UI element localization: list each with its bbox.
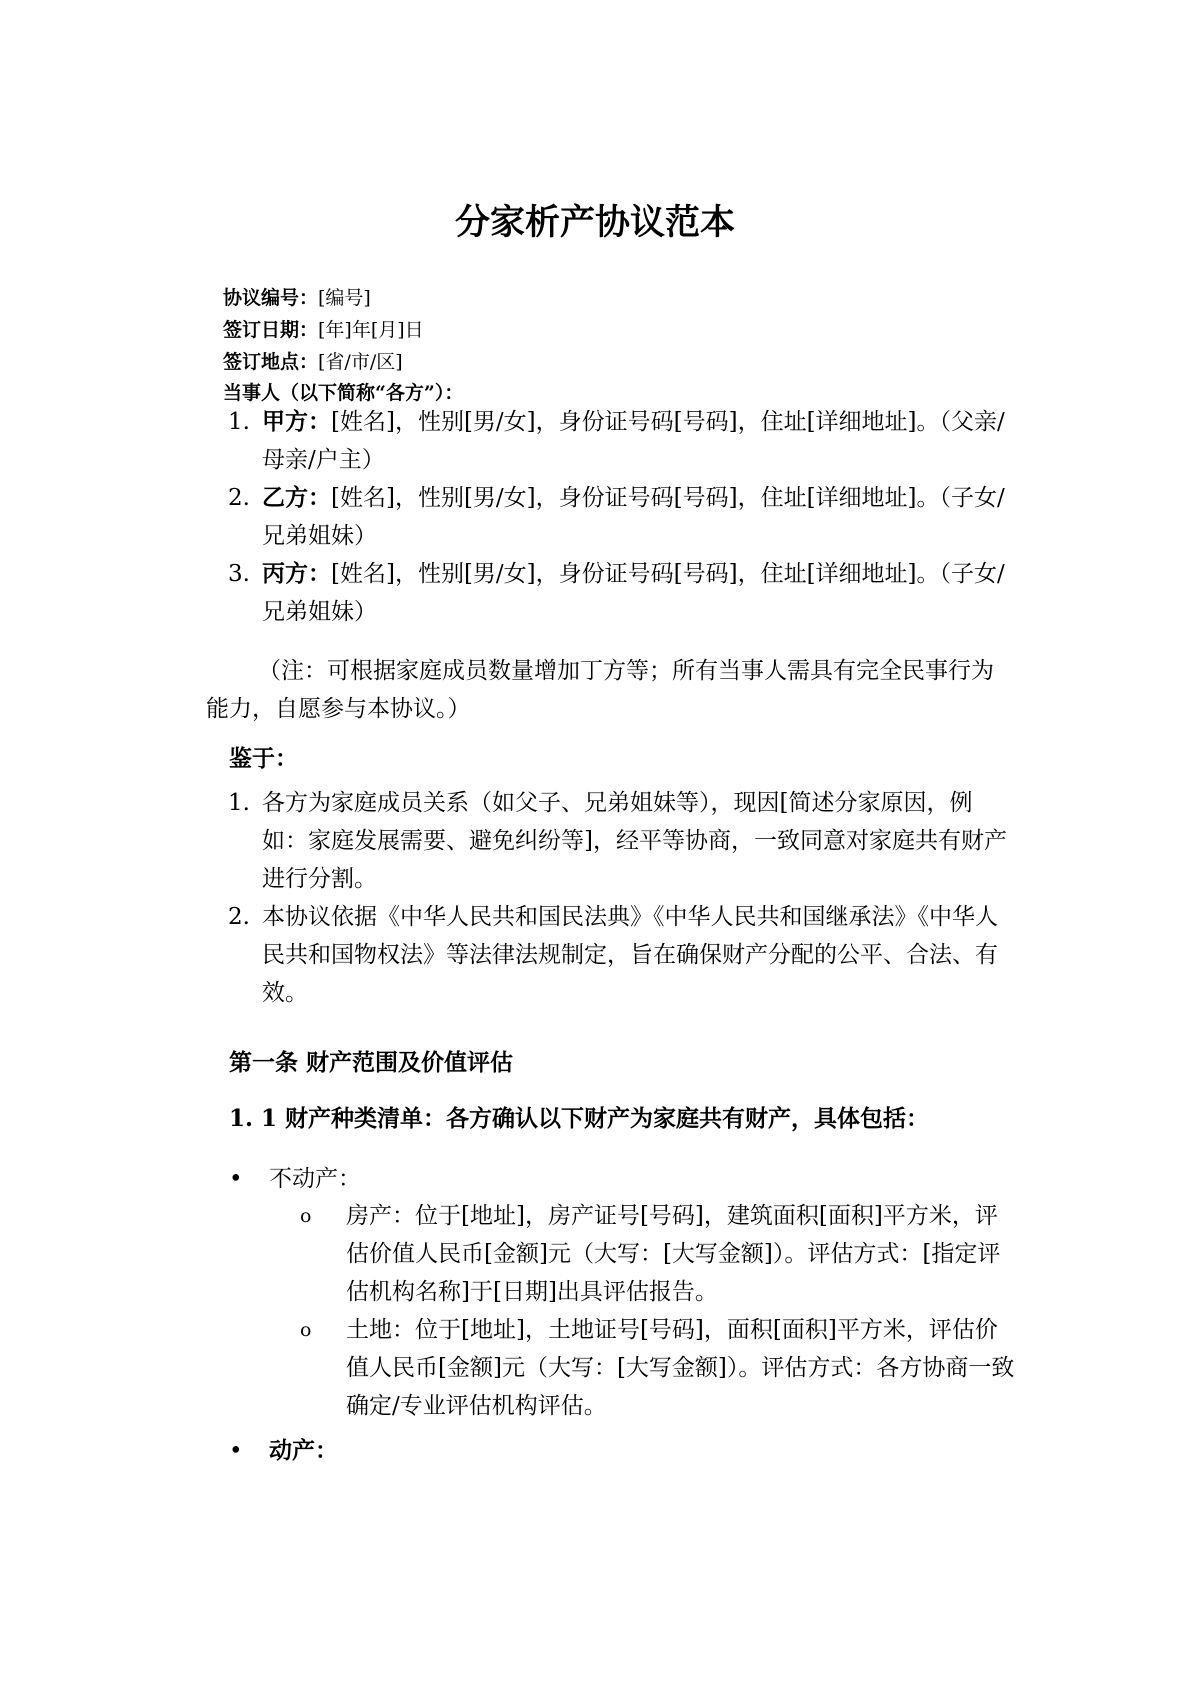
whereas-heading: 鉴于： — [229, 745, 298, 772]
parties-heading-text: 当事人（以下简称“各方”）： — [223, 382, 464, 404]
agreement-number-value: [编号] — [318, 287, 371, 309]
agreement-number-line — [223, 283, 371, 313]
party-item-b — [228, 479, 1008, 555]
party-text: [姓名]，性别[男/女]，身份证号码[号码]，住址[详细地址]。（子女/兄弟姐妹） — [262, 485, 1005, 549]
parties-list — [228, 403, 1008, 631]
party-label: 甲方： — [262, 408, 331, 435]
real-estate-label: 不动产： — [269, 1166, 361, 1192]
agreement-number-label: 协议编号： — [223, 287, 319, 309]
sign-place-label: 签订地点： — [223, 351, 319, 373]
article-1-heading: 第一条 财产范围及价值评估 — [229, 1049, 514, 1076]
party-number: 2. — [228, 485, 250, 511]
whereas-text: 各方为家庭成员关系（如父子、兄弟姐妹等），现因[简述分家原因，例如：家庭发展需要、避免纠纷等]，经平等协商，一致同意对家庭共有财产进行分割。 — [262, 790, 1007, 892]
whereas-number: 2. — [228, 904, 250, 930]
party-number: 1. — [228, 409, 250, 435]
sub-item-land — [300, 1311, 1020, 1425]
whereas-item — [228, 784, 1008, 898]
sign-date-value: [年]年[月]日 — [318, 319, 424, 341]
circle-bullet-icon: o — [300, 1319, 312, 1341]
article-1-1-heading: 1. 1 财产种类清单：各方确认以下财产为家庭共有财产，具体包括： — [229, 1105, 930, 1132]
circle-bullet-icon: o — [300, 1205, 312, 1227]
sub-item-text: 土地：位于[地址]，土地证号[号码]，面积[面积]平方米，评估价值人民币[金额]元（大写：[大写金额]）。评估方式：各方协商一致确定/专业评估机构评估。 — [346, 1317, 1015, 1419]
party-text: [姓名]，性别[男/女]，身份证号码[号码]，住址[详细地址]。（子女/兄弟姐妹） — [262, 561, 1005, 625]
movable-label: 动产： — [269, 1437, 338, 1464]
bullet-icon: • — [229, 1166, 243, 1192]
party-item-a — [228, 403, 1008, 479]
whereas-item — [228, 898, 1008, 1012]
party-item-c — [228, 555, 1008, 631]
sub-item-house — [300, 1197, 1020, 1311]
sign-place-value: [省/市/区] — [318, 351, 403, 373]
whereas-number: 1. — [228, 790, 250, 816]
party-number: 3. — [228, 561, 250, 587]
party-text: [姓名]，性别[男/女]，身份证号码[号码]，住址[详细地址]。（父亲/母亲/户主） — [262, 409, 1005, 473]
whereas-list — [228, 784, 1008, 1012]
bullet-icon: • — [229, 1438, 243, 1464]
whereas-text: 本协议依据《中华人民共和国民法典》《中华人民共和国继承法》《中华人民共和国物权法》等法律法规制定，旨在确保财产分配的公平、合法、有效。 — [262, 904, 998, 1006]
party-label: 丙方： — [262, 560, 331, 587]
real-estate-sublist — [300, 1197, 1020, 1425]
sign-place-line — [223, 347, 403, 377]
party-label: 乙方： — [262, 484, 331, 511]
sub-item-text: 房产：位于[地址]，房产证号[号码]，建筑面积[面积]平方米，评估价值人民币[金额]元（大写：[大写金额]）。评估方式：[指定评估机构名称]于[日期]出具评估报告。 — [346, 1203, 1001, 1305]
parties-note: （注：可根据家庭成员数量增加丁方等；所有当事人需具有完全民事行为能力，自愿参与本协议。） — [206, 658, 994, 722]
sign-date-label: 签订日期： — [223, 319, 319, 341]
document-title: 分家析产协议范本 — [454, 202, 735, 243]
sign-date-line — [223, 315, 424, 345]
